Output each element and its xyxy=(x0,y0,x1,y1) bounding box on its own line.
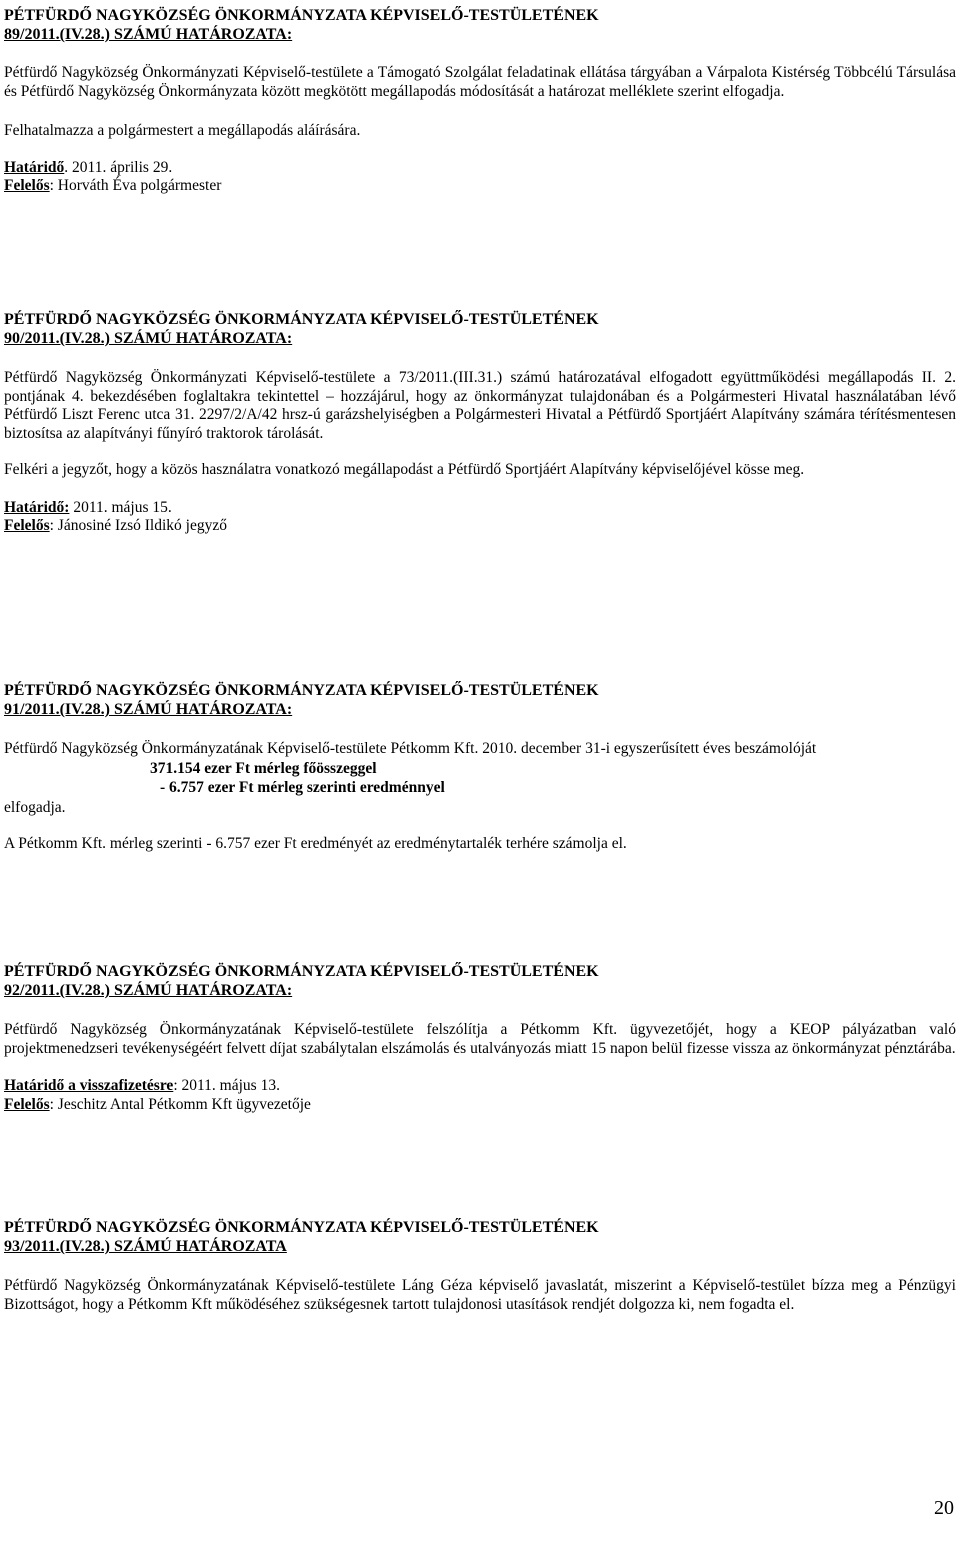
accept-text: elfogadja. xyxy=(4,798,66,816)
deadline-line xyxy=(4,159,956,178)
balance-result: - 6.757 ezer Ft mérleg szerinti eredménnyel xyxy=(160,778,445,796)
resolution-text: Pétfürdő Nagyközség Önkormányzati Képviselő-testülete a Támogató Szolgálat feladatinak ellátása tárgyában a Várpalota Kistérség Többcélú Társulása és Pétfürdő Nagyközség Önkormányzata között megkötött megállapodás módosítását a határozat melléklete szerint elfogadja. xyxy=(4,64,956,100)
resolution-90 xyxy=(4,310,956,536)
resolution-89 xyxy=(4,6,956,196)
responsible-label: Felelős xyxy=(4,517,50,534)
resolution-number: 91/2011.(IV.28.) SZÁMÚ HATÁROZATA: xyxy=(4,701,293,718)
resolution-heading: PÉTFÜRDŐ NAGYKÖZSÉG ÖNKORMÁNYZATA KÉPVISELŐ-TESTÜLETÉNEK xyxy=(4,682,599,699)
resolution-text: Felkéri a jegyzőt, hogy a közös használatra vonatkozó megállapodást a Pétfürdő Sportjáért Alapítvány képviselőjével kösse meg. xyxy=(4,461,805,478)
responsible-value: : Horváth Éva polgármester xyxy=(49,177,222,194)
deadline-line xyxy=(4,1077,956,1096)
deadline-value: 2011. május 15. xyxy=(69,498,172,516)
balance-total: 371.154 ezer Ft mérleg főösszeggel xyxy=(150,759,377,777)
deadline-value: : 2011. május 13. xyxy=(173,1077,280,1094)
responsible-line xyxy=(4,177,956,196)
deadline-line xyxy=(4,499,956,518)
resolution-number: 90/2011.(IV.28.) SZÁMÚ HATÁROZATA: xyxy=(4,330,293,347)
financial-figures xyxy=(4,759,956,799)
resolution-heading: PÉTFÜRDŐ NAGYKÖZSÉG ÖNKORMÁNYZATA KÉPVISELŐ-TESTÜLETÉNEK xyxy=(4,7,599,24)
resolution-92 xyxy=(4,962,956,1114)
resolution-text: Pétfürdő Nagyközség Önkormányzatának Képviselő-testülete felszólítja a Pétkomm Kft. ügyvezetőjét, hogy a KEOP pályázatban való projektmenedzseri tevékenységéért felvett díjat szabálytalan elszámolás és utalványozás miatt 15 napon belül fizesse vissza az önkormányzat pénztárába. xyxy=(4,1021,956,1057)
page-number: 20 xyxy=(934,1497,954,1519)
responsible-line xyxy=(4,1096,956,1115)
deadline-value: . 2011. április 29. xyxy=(64,158,173,176)
resolution-number: 89/2011.(IV.28.) SZÁMÚ HATÁROZATA: xyxy=(4,26,293,43)
deadline-label: Határidő a visszafizetésre xyxy=(4,1077,174,1094)
responsible-value: : Jánosiné Izsó Ildikó jegyző xyxy=(49,517,227,534)
responsible-label: Felelős xyxy=(4,177,50,194)
responsible-value: : Jeschitz Antal Pétkomm Kft ügyvezetője xyxy=(49,1095,311,1113)
deadline-label: Határidő xyxy=(4,158,65,176)
responsible-label: Felelős xyxy=(4,1095,50,1113)
resolution-91 xyxy=(4,681,956,854)
resolution-text: Pétfürdő Nagyközség Önkormányzatának Képviselő-testülete Pétkomm Kft. 2010. december 31-i egyszerűsített éves beszámolóját xyxy=(4,740,817,757)
resolution-text: Pétfürdő Nagyközség Önkormányzati Képviselő-testülete a 73/2011.(III.31.) számú határozatával elfogadott együttműködési megállapodás II. 2. pontjának 4. bekezdésében foglaltakra tekintettel – hozzájárul, hogy az önkormányzat tulajdonában és a Polgármesteri Hivatal használatában lévő Pétfürdő Liszt Ferenc utca 31. 2297/2/A/42 hrsz-ú garázshelyiségben a Polgármesteri Hivatal a Pétfürdő Sportjáért Alapítvány számára térítésmentesen biztosítsa az alapítványi fűnyíró traktorok tárolását. xyxy=(4,369,956,442)
resolution-number: 93/2011.(IV.28.) SZÁMÚ HATÁROZATA xyxy=(4,1238,287,1255)
resolution-93 xyxy=(4,1218,956,1314)
resolution-heading: PÉTFÜRDŐ NAGYKÖZSÉG ÖNKORMÁNYZATA KÉPVISELŐ-TESTÜLETÉNEK xyxy=(4,963,599,980)
resolution-heading: PÉTFÜRDŐ NAGYKÖZSÉG ÖNKORMÁNYZATA KÉPVISELŐ-TESTÜLETÉNEK xyxy=(4,1219,599,1236)
resolution-number: 92/2011.(IV.28.) SZÁMÚ HATÁROZATA: xyxy=(4,982,293,999)
resolution-note: A Pétkomm Kft. mérleg szerinti - 6.757 ezer Ft eredményét az eredménytartalék terhére számolja el. xyxy=(4,835,627,852)
resolution-text: Felhatalmazza a polgármestert a megállapodás aláírására. xyxy=(4,122,361,139)
resolution-text: Pétfürdő Nagyközség Önkormányzatának Képviselő-testülete Láng Géza képviselő javaslatát, miszerint a Képviselő-testület bízza meg a Pénzügyi Bizottságot, hogy a Pétkomm Kft működéséhez szükségesnek tartott tulajdonosi utasítások rendjét dolgozza ki, nem fogadta el. xyxy=(4,1277,956,1313)
resolution-heading: PÉTFÜRDŐ NAGYKÖZSÉG ÖNKORMÁNYZATA KÉPVISELŐ-TESTÜLETÉNEK xyxy=(4,311,599,328)
deadline-label: Határidő: xyxy=(4,498,70,516)
responsible-line xyxy=(4,517,956,536)
